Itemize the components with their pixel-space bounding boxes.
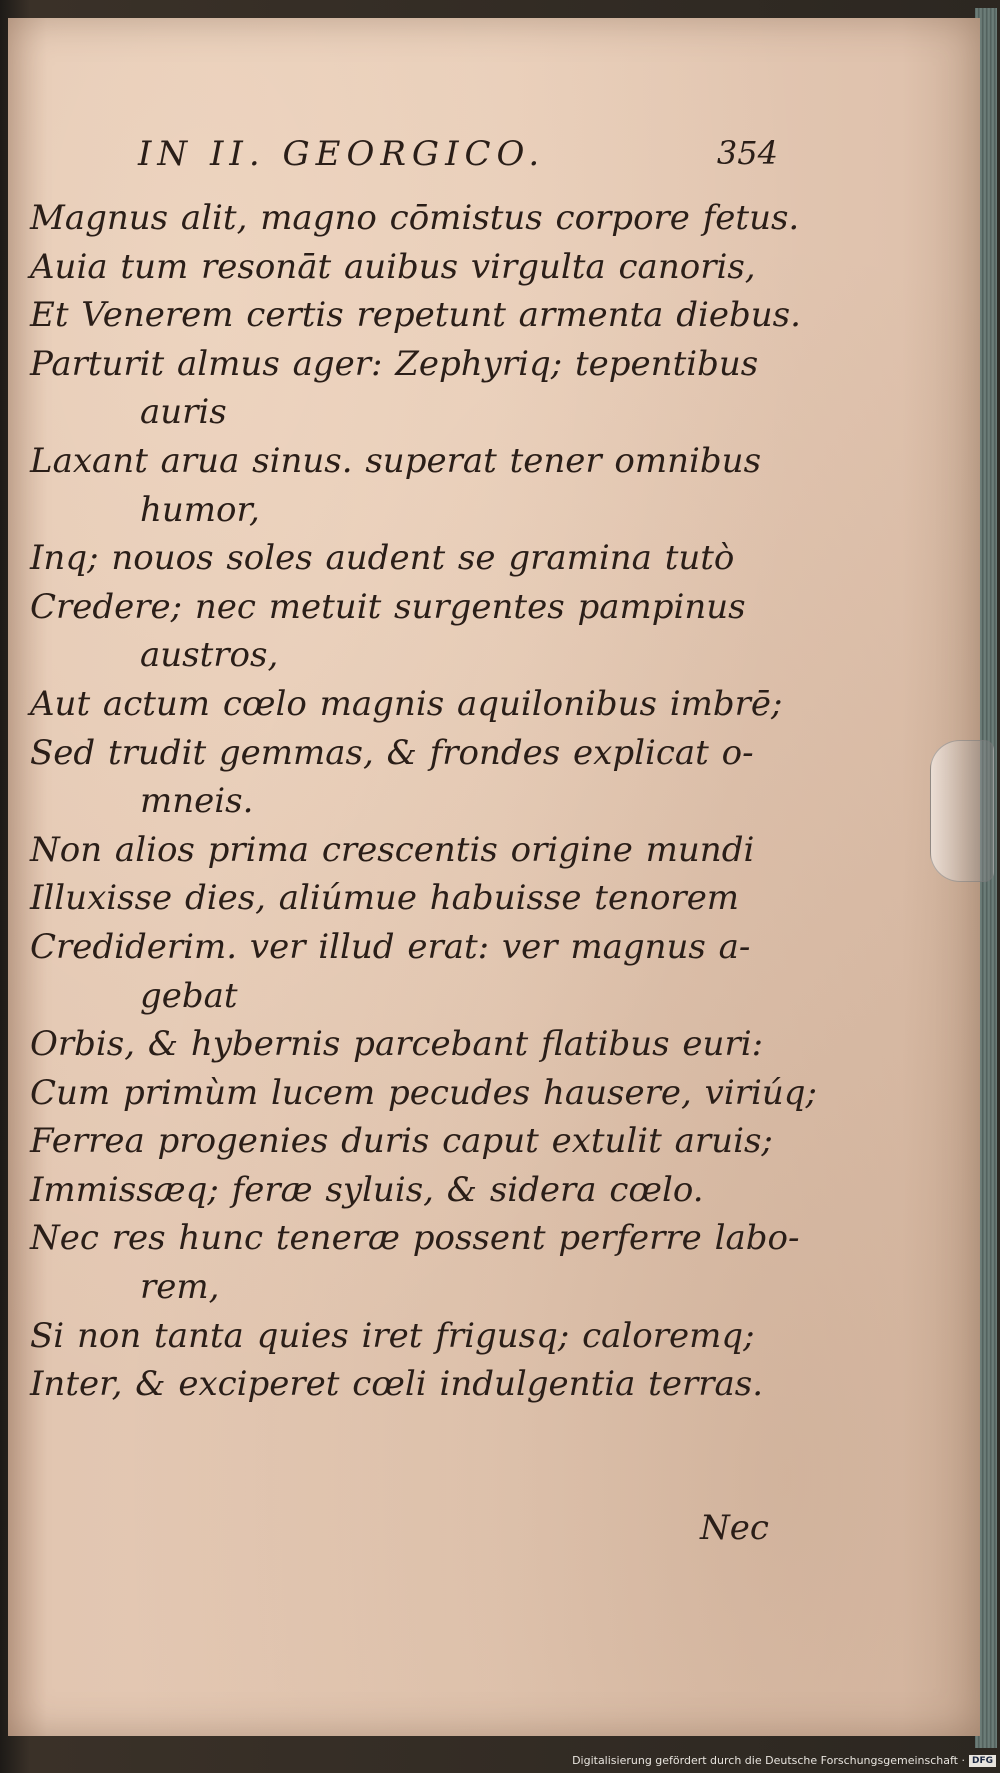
verse-line: Ferrea progenies duris caput extulit aruis; [30,1121,773,1162]
verse-line: Cum primùm lucem pecudes hausere, viriúq; [30,1072,817,1113]
catchword: Nec [700,1508,769,1548]
verse-line: Inter, & exciperet cœli indulgentia terras. [30,1364,763,1405]
verse-line-continuation: auris [140,392,227,433]
running-title: IN II. GEORGICO. [138,134,546,174]
credit-text: Digitalisierung gefördert durch die Deutsche Forschungsgemeinschaft · [572,1754,965,1767]
verse-line: Credere; nec metuit surgentes pampinus [30,586,746,627]
verse-line: Si non tanta quies iret frigusq; caloremq; [30,1315,755,1356]
page-clip [930,740,994,882]
verse-line: Orbis, & hybernis parcebant flatibus euri: [30,1024,764,1065]
verse-line-continuation: gebat [140,975,238,1016]
verse-line: Aut actum cœlo magnis aquilonibus imbrē; [30,683,783,724]
verse-line: Inq; nouos soles audent se gramina tutò [30,538,735,579]
verse-line-continuation: rem, [140,1267,220,1308]
page-header [138,134,778,184]
verse-line: Et Venerem certis repetunt armenta diebus. [30,295,801,336]
verse-line-continuation: austros, [140,635,279,676]
verse-line: Illuxisse dies, aliúmue habuisse tenorem [30,878,740,919]
verse-line: Laxant arua sinus. superat tener omnibus [30,440,762,481]
verse-text [30,194,817,1409]
verse-line: Auia tum resonāt auibus virgulta canoris, [30,246,756,287]
page-number: 354 [716,134,778,172]
verse-line: Crediderim. ver illud erat: ver magnus a- [30,926,751,967]
book-page [8,18,980,1736]
verse-line-continuation: mneis. [140,781,254,822]
verse-line: Magnus alit, magno cōmistus corpore fetus. [30,198,800,238]
verse-line: Parturit almus ager: Zephyriq; tepentibus [30,343,759,384]
verse-line: Sed trudit gemmas, & frondes explicat o- [30,732,754,773]
verse-line-continuation: humor, [140,489,260,530]
verse-line: Immissæq; feræ syluis, & sidera cœlo. [30,1169,704,1210]
digitization-credit [572,1754,996,1767]
dfg-logo-icon: DFG [969,1755,996,1767]
verse-line: Nec res hunc teneræ possent perferre labo- [30,1218,800,1259]
verse-line: Non alios prima crescentis origine mundi [30,829,755,870]
